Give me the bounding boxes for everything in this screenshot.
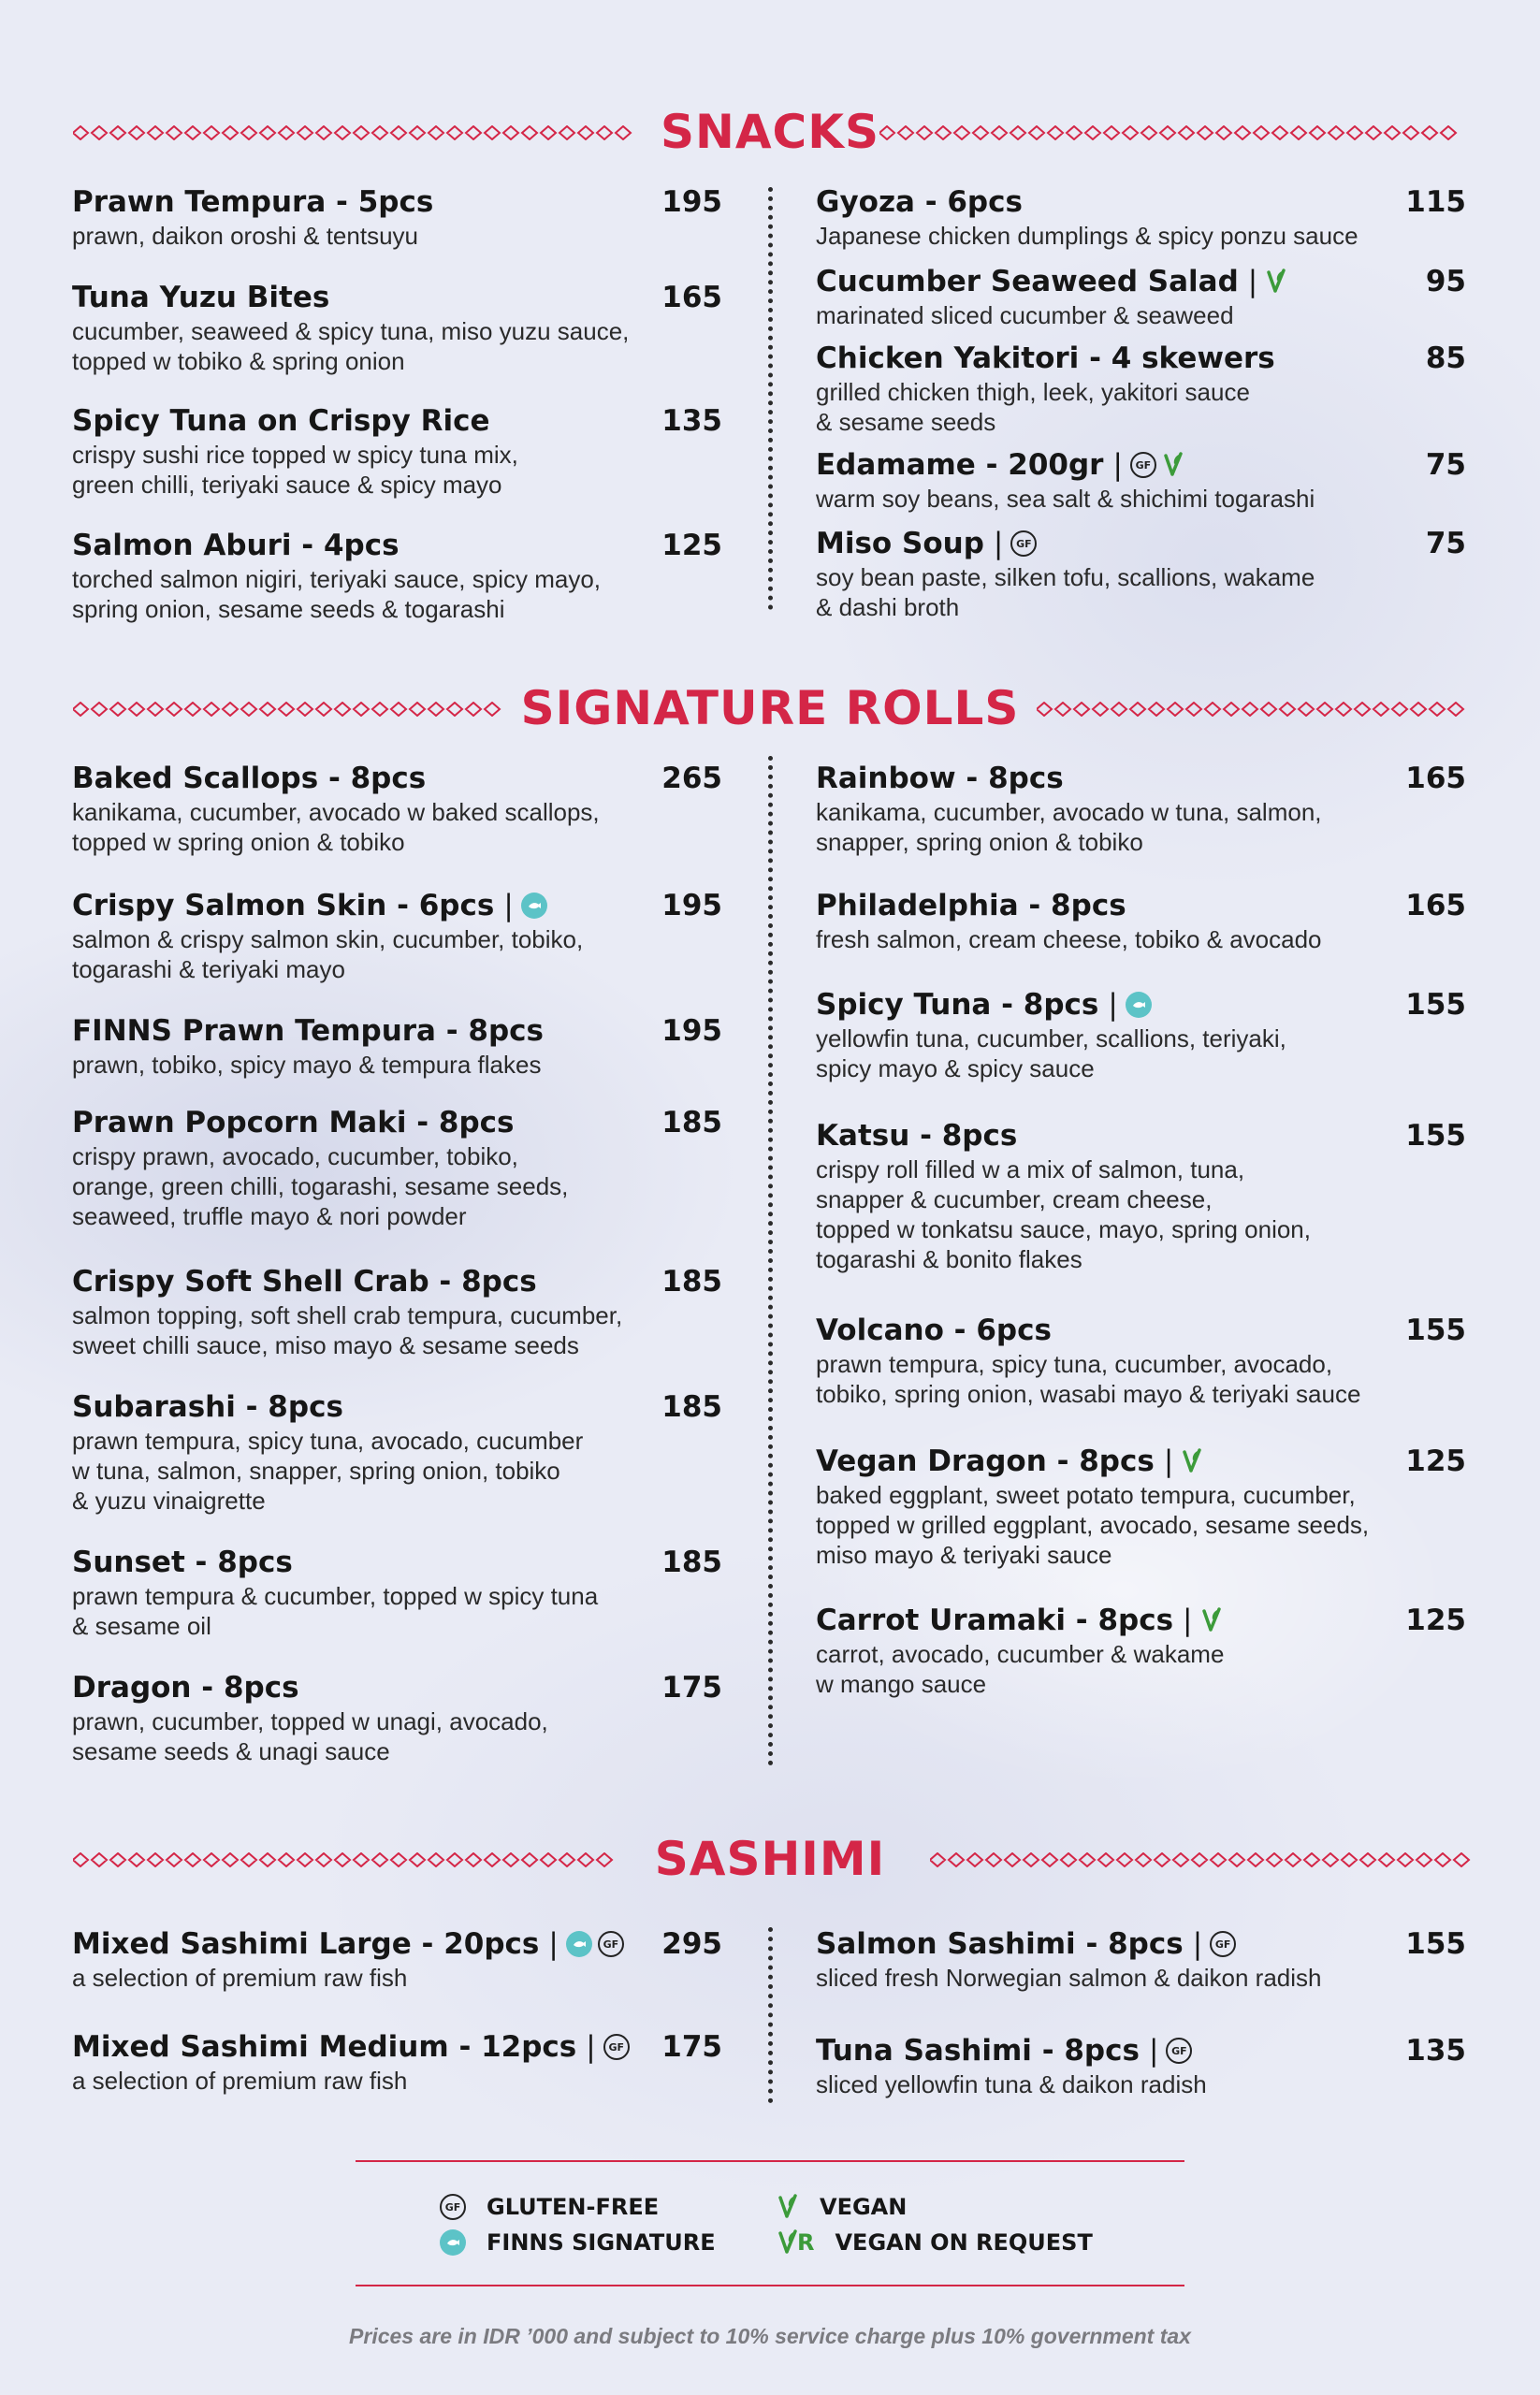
gluten-free-icon: GF <box>1130 452 1156 478</box>
menu-item-head <box>72 2028 722 2066</box>
menu-item-price: 125 <box>1405 1444 1466 1478</box>
diamond-pattern <box>879 126 1456 139</box>
menu-item-title: Crispy Soft Shell Crab - 8pcs <box>72 1265 537 1299</box>
section-sashimi <box>0 1826 1540 1892</box>
menu-item-description: a selection of premium raw fish <box>72 2067 408 2095</box>
menu-item-name <box>72 1671 299 1705</box>
menu-item-price: 125 <box>661 529 722 562</box>
menu-item-price: 195 <box>661 185 722 219</box>
finns-signature-icon <box>440 2229 466 2256</box>
menu-item-head <box>72 279 722 316</box>
section-signature-rolls <box>0 675 1540 741</box>
vegan-leaf-icon <box>1162 452 1184 478</box>
menu-item-head <box>72 760 722 797</box>
diamond-rule-right <box>879 125 1461 140</box>
menu-item-head <box>816 1602 1466 1639</box>
menu-item-head <box>816 340 1466 377</box>
menu-item-price: 135 <box>661 404 722 438</box>
menu-item <box>72 2028 722 2096</box>
menu-item-price: 195 <box>661 889 722 922</box>
menu-item-description: crispy sushi rice topped w spicy tuna mix, green chilli, teriyaki sauce & spicy mayo <box>72 441 518 499</box>
tag-separator: | <box>1148 2034 1159 2068</box>
menu-item-description: crispy prawn, avocado, cucumber, tobiko, orange, green chilli, togarashi, sesame seeds, seaweed, truffle mayo & nori powder <box>72 1142 569 1230</box>
menu-item-head <box>72 1263 722 1300</box>
tag-separator: | <box>503 889 514 922</box>
menu-item <box>72 760 722 857</box>
gluten-free-icon: GF <box>598 1931 624 1957</box>
menu-item-name <box>72 1265 537 1299</box>
menu-item-name <box>72 889 547 922</box>
menu-item-price: 195 <box>661 1014 722 1048</box>
menu-item-title: Salmon Aburi - 4pcs <box>72 529 400 562</box>
menu-item <box>72 279 722 376</box>
menu-item <box>816 2032 1466 2099</box>
menu-item-head <box>816 525 1466 562</box>
legend-label: FINNS SIGNATURE <box>487 2229 716 2256</box>
menu-item-head <box>72 1012 722 1050</box>
menu-item-title: Gyoza - 6pcs <box>816 185 1023 219</box>
menu-item-head <box>816 2032 1466 2069</box>
section-title: SIGNATURE ROLLS <box>520 681 1020 735</box>
dietary-tags <box>1126 992 1152 1018</box>
menu-item-head <box>72 1925 722 1963</box>
tag-separator: | <box>586 2030 596 2064</box>
menu-item <box>72 887 722 984</box>
menu-item-head <box>816 1925 1466 1963</box>
menu-item <box>816 263 1466 330</box>
dietary-tags <box>1210 1931 1236 1957</box>
menu-item-price: 155 <box>1405 988 1466 1022</box>
menu-item <box>816 986 1466 1083</box>
menu-item <box>72 1104 722 1231</box>
legend-top-rule <box>356 2160 1184 2162</box>
menu-item-price: 185 <box>661 1265 722 1299</box>
tag-separator: | <box>1163 1444 1174 1478</box>
tag-separator: | <box>548 1927 559 1961</box>
menu-item-head <box>816 263 1466 300</box>
legend-bottom-rule <box>356 2285 1184 2286</box>
diamond-rule-right <box>930 1852 1473 1867</box>
menu-item-description: salmon topping, soft shell crab tempura, cucumber, sweet chilli sauce, miso mayo & sesame seeds <box>72 1301 623 1359</box>
menu-item-description: carrot, avocado, cucumber & wakame w mango sauce <box>816 1640 1225 1698</box>
gluten-free-icon: GF <box>603 2034 630 2060</box>
menu-item-name <box>816 265 1287 298</box>
menu-item-title: Mixed Sashimi Large - 20pcs <box>72 1927 540 1961</box>
gluten-free-icon: GF <box>1010 530 1037 557</box>
legend-item-signature <box>440 2229 777 2256</box>
vegan-leaf-icon <box>1265 269 1287 295</box>
dietary-tags <box>1181 1448 1203 1474</box>
menu-item-title: Baked Scallops - 8pcs <box>72 762 427 795</box>
legend-label: VEGAN ON REQUEST <box>835 2229 1093 2256</box>
menu-item-price: 85 <box>1425 341 1466 375</box>
section-header <box>0 675 1540 741</box>
menu-item-price: 175 <box>661 1671 722 1705</box>
menu-item <box>816 1602 1466 1699</box>
column-divider <box>768 756 773 1766</box>
menu-item-name <box>816 185 1023 219</box>
menu-item-description: yellowfin tuna, cucumber, scallions, teriyaki, spicy mayo & spicy sauce <box>816 1024 1286 1082</box>
menu-item <box>816 1117 1466 1274</box>
menu-item-price: 155 <box>1405 1314 1466 1347</box>
gluten-free-icon: GF <box>440 2194 466 2220</box>
menu-item-name <box>816 762 1064 795</box>
menu-item <box>72 1388 722 1516</box>
menu-item-name <box>72 1106 515 1139</box>
menu-item-title: Miso Soup <box>816 527 984 560</box>
menu-item-title: Edamame - 200gr <box>816 448 1104 482</box>
menu-item <box>816 525 1466 622</box>
dietary-tags <box>1010 530 1037 557</box>
menu-item-title: Carrot Uramaki - 8pcs <box>816 1604 1174 1637</box>
menu-item-price: 185 <box>661 1390 722 1424</box>
menu-item-title: Mixed Sashimi Medium - 12pcs <box>72 2030 577 2064</box>
menu-item-name <box>816 2034 1192 2068</box>
menu-item-name <box>72 185 433 219</box>
vegan-leaf-icon <box>1181 1448 1203 1474</box>
menu-item-head <box>72 1544 722 1581</box>
dietary-tags <box>1130 452 1184 478</box>
section-title: SASHIMI <box>654 1832 886 1886</box>
menu-item <box>816 760 1466 857</box>
dietary-tags <box>1200 1607 1223 1633</box>
menu-item-title: Chicken Yakitori - 4 skewers <box>816 341 1275 375</box>
menu-item <box>816 340 1466 437</box>
menu-item <box>72 1925 722 1993</box>
menu-item-description: crispy roll filled w a mix of salmon, tuna, snapper & cucumber, cream cheese, topped w tonkatsu sauce, mayo, spring onion, togarashi & bonito flakes <box>816 1155 1311 1273</box>
menu-item-name <box>72 1390 343 1424</box>
menu-item-title: Prawn Tempura - 5pcs <box>72 185 434 219</box>
menu-item <box>72 183 722 251</box>
tag-separator: | <box>1112 448 1123 482</box>
menu-item-name <box>816 889 1126 922</box>
menu-item-description: prawn tempura, spicy tuna, cucumber, avocado, tobiko, spring onion, wasabi mayo & teriyaki sauce <box>816 1350 1361 1408</box>
menu-item <box>816 1443 1466 1570</box>
diamond-pattern <box>1037 703 1463 716</box>
menu-item-name <box>72 404 489 438</box>
menu-item-description: prawn, tobiko, spicy mayo & tempura flakes <box>72 1051 542 1079</box>
menu-item <box>816 446 1466 514</box>
menu-item-price: 75 <box>1425 448 1466 482</box>
menu-item-title: Tuna Sashimi - 8pcs <box>816 2034 1140 2068</box>
menu-item-name <box>816 448 1184 482</box>
menu-item-price: 175 <box>661 2030 722 2064</box>
menu-item <box>72 1263 722 1360</box>
vegan-request-mark: R <box>797 2229 815 2256</box>
finns-signature-icon <box>566 1931 592 1957</box>
menu-item-description: prawn, cucumber, topped w unagi, avocado, sesame seeds & unagi sauce <box>72 1707 548 1765</box>
menu-item-description: prawn, daikon oroshi & tentsuyu <box>72 222 418 250</box>
menu-item <box>72 402 722 500</box>
menu-item-price: 295 <box>661 1927 722 1961</box>
vegan-leaf-icon <box>1200 1607 1223 1633</box>
dietary-tags <box>1265 269 1287 295</box>
menu-item-description: cucumber, seaweed & spicy tuna, miso yuzu sauce, topped w tobiko & spring onion <box>72 317 630 375</box>
menu-item-description: prawn tempura & cucumber, topped w spicy tuna & sesame oil <box>72 1582 599 1640</box>
menu-item-name <box>816 341 1275 375</box>
menu-item-description: warm soy beans, sea salt & shichimi togarashi <box>816 485 1315 513</box>
menu-item-head <box>72 887 722 924</box>
menu-item-price: 265 <box>661 762 722 795</box>
menu-item-description: kanikama, cucumber, avocado w tuna, salmon, snapper, spring onion & tobiko <box>816 798 1322 856</box>
menu-item-price: 165 <box>661 281 722 314</box>
menu-item-title: Sunset - 8pcs <box>72 1546 293 1579</box>
menu-item-head <box>72 1104 722 1141</box>
menu-item-head <box>816 183 1466 221</box>
diamond-rule-right <box>1037 702 1473 717</box>
tag-separator: | <box>1108 988 1118 1022</box>
menu-item-title: Vegan Dragon - 8pcs <box>816 1444 1155 1478</box>
menu-item-price: 75 <box>1425 527 1466 560</box>
menu-item-head <box>816 1443 1466 1480</box>
menu-item-head <box>72 1669 722 1706</box>
menu-item <box>816 1312 1466 1409</box>
menu-item-description: prawn tempura, spicy tuna, avocado, cucumber w tuna, salmon, snapper, spring onion, tobiko & yuzu vinaigrette <box>72 1427 584 1515</box>
menu-item <box>816 1925 1466 1993</box>
menu-item-price: 115 <box>1405 185 1466 219</box>
menu-item-name <box>72 1014 544 1048</box>
menu-item-description: sliced fresh Norwegian salmon & daikon radish <box>816 1964 1322 1992</box>
diamond-pattern <box>930 1853 1469 1866</box>
menu-item-title: FINNS Prawn Tempura - 8pcs <box>72 1014 545 1048</box>
menu-item-description: grilled chicken thigh, leek, yakitori sauce & sesame seeds <box>816 378 1250 436</box>
menu-item-price: 155 <box>1405 1119 1466 1153</box>
dietary-tags <box>603 2034 630 2060</box>
menu-item-description: marinated sliced cucumber & seaweed <box>816 301 1234 329</box>
menu-item-title: Spicy Tuna on Crispy Rice <box>72 404 490 438</box>
menu-item-title: Spicy Tuna - 8pcs <box>816 988 1099 1022</box>
column-divider <box>768 1927 773 2103</box>
menu-item-price: 95 <box>1425 265 1466 298</box>
section-header <box>0 1826 1540 1892</box>
menu-item-price: 185 <box>661 1106 722 1139</box>
menu-item-title: Philadelphia - 8pcs <box>816 889 1126 922</box>
menu-item-price: 185 <box>661 1546 722 1579</box>
menu-item-name <box>72 2030 630 2064</box>
menu-item-name <box>72 1927 624 1961</box>
finns-signature-icon <box>521 893 547 919</box>
menu-item-head <box>816 887 1466 924</box>
menu-item-name <box>816 1444 1203 1478</box>
menu-item-name <box>816 1314 1052 1347</box>
menu-item <box>72 527 722 624</box>
menu-item <box>816 183 1466 251</box>
gluten-free-icon: GF <box>1210 1931 1236 1957</box>
menu-item-head <box>816 986 1466 1023</box>
menu-item-title: Volcano - 6pcs <box>816 1314 1052 1347</box>
menu-item-title: Katsu - 8pcs <box>816 1119 1018 1153</box>
menu-item-head <box>72 183 722 221</box>
dietary-tags <box>1166 2038 1192 2064</box>
section-header <box>0 99 1540 165</box>
menu-item <box>816 887 1466 954</box>
footer-note: Prices are in IDR ’000 and subject to 10% service charge plus 10% government tax <box>349 2324 1191 2348</box>
finns-signature-icon <box>1126 992 1152 1018</box>
tag-separator: | <box>993 527 1004 560</box>
menu-item-description: torched salmon nigiri, teriyaki sauce, spicy mayo, spring onion, sesame seeds & togarashi <box>72 565 602 623</box>
menu-item-title: Subarashi - 8pcs <box>72 1390 343 1424</box>
menu-item-name <box>816 1119 1017 1153</box>
menu-item-head <box>816 446 1466 484</box>
menu-item-title: Dragon - 8pcs <box>72 1671 299 1705</box>
column-divider <box>768 187 773 610</box>
menu-item-title: Rainbow - 8pcs <box>816 762 1064 795</box>
menu-item-name <box>72 529 400 562</box>
dietary-tags <box>566 1931 624 1957</box>
menu-item-head <box>72 1388 722 1426</box>
menu-item-head <box>72 402 722 440</box>
menu-item-title: Crispy Salmon Skin - 6pcs <box>72 889 495 922</box>
menu-item-description: a selection of premium raw fish <box>72 1964 408 1992</box>
menu-item-description: sliced yellowfin tuna & daikon radish <box>816 2070 1207 2098</box>
gluten-free-icon: GF <box>1166 2038 1192 2064</box>
menu-item-price: 135 <box>1405 2034 1466 2068</box>
menu-item-name <box>816 527 1037 560</box>
dietary-tags <box>521 893 547 919</box>
menu-item-description: salmon & crispy salmon skin, cucumber, tobiko, togarashi & teriyaki mayo <box>72 925 584 983</box>
tag-separator: | <box>1183 1604 1193 1637</box>
vegan-on-request-icon <box>777 2229 814 2256</box>
menu-item-head <box>816 1312 1466 1349</box>
menu-item <box>72 1012 722 1080</box>
menu-item <box>72 1544 722 1641</box>
section-title: SNACKS <box>660 105 879 159</box>
menu-item-name <box>816 988 1152 1022</box>
menu-item-head <box>816 760 1466 797</box>
menu-item-title: Salmon Sashimi - 8pcs <box>816 1927 1184 1961</box>
legend-label: GLUTEN-FREE <box>487 2194 660 2220</box>
menu-item-description: soy bean paste, silken tofu, scallions, wakame & dashi broth <box>816 563 1315 621</box>
legend-item-vegan <box>777 2194 1113 2220</box>
menu-item-title: Cucumber Seaweed Salad <box>816 265 1239 298</box>
tag-separator: | <box>1247 265 1258 298</box>
menu-item-description: kanikama, cucumber, avocado w baked scallops, topped w spring onion & tobiko <box>72 798 600 856</box>
tag-separator: | <box>1192 1927 1203 1961</box>
menu-item-name <box>816 1604 1223 1637</box>
menu-item-name <box>72 1546 293 1579</box>
menu-item-name <box>72 762 426 795</box>
menu-item-head <box>72 527 722 564</box>
menu-item-description: fresh salmon, cream cheese, tobiko & avocado <box>816 925 1322 953</box>
menu-item-description: Japanese chicken dumplings & spicy ponzu sauce <box>816 222 1358 250</box>
legend-item-vegan-on-request <box>777 2229 1113 2256</box>
menu-item-description: baked eggplant, sweet potato tempura, cucumber, topped w grilled eggplant, avocado, sesame seeds, miso mayo & teriyaki sauce <box>816 1481 1370 1569</box>
menu-item-price: 125 <box>1405 1604 1466 1637</box>
menu-item-title: Prawn Popcorn Maki - 8pcs <box>72 1106 515 1139</box>
section-snacks <box>0 99 1540 165</box>
legend-item-gluten-free <box>440 2194 777 2220</box>
menu-item-price: 165 <box>1405 762 1466 795</box>
menu-item <box>72 1669 722 1766</box>
legend <box>440 2189 1151 2260</box>
vegan-leaf-icon <box>777 2194 799 2220</box>
menu-item-title: Tuna Yuzu Bites <box>72 281 330 314</box>
menu-item-price: 155 <box>1405 1927 1466 1961</box>
menu-item-price: 165 <box>1405 889 1466 922</box>
menu-item-name <box>816 1927 1236 1961</box>
legend-label: VEGAN <box>820 2194 908 2220</box>
menu-item-head <box>816 1117 1466 1154</box>
menu-item-name <box>72 281 329 314</box>
